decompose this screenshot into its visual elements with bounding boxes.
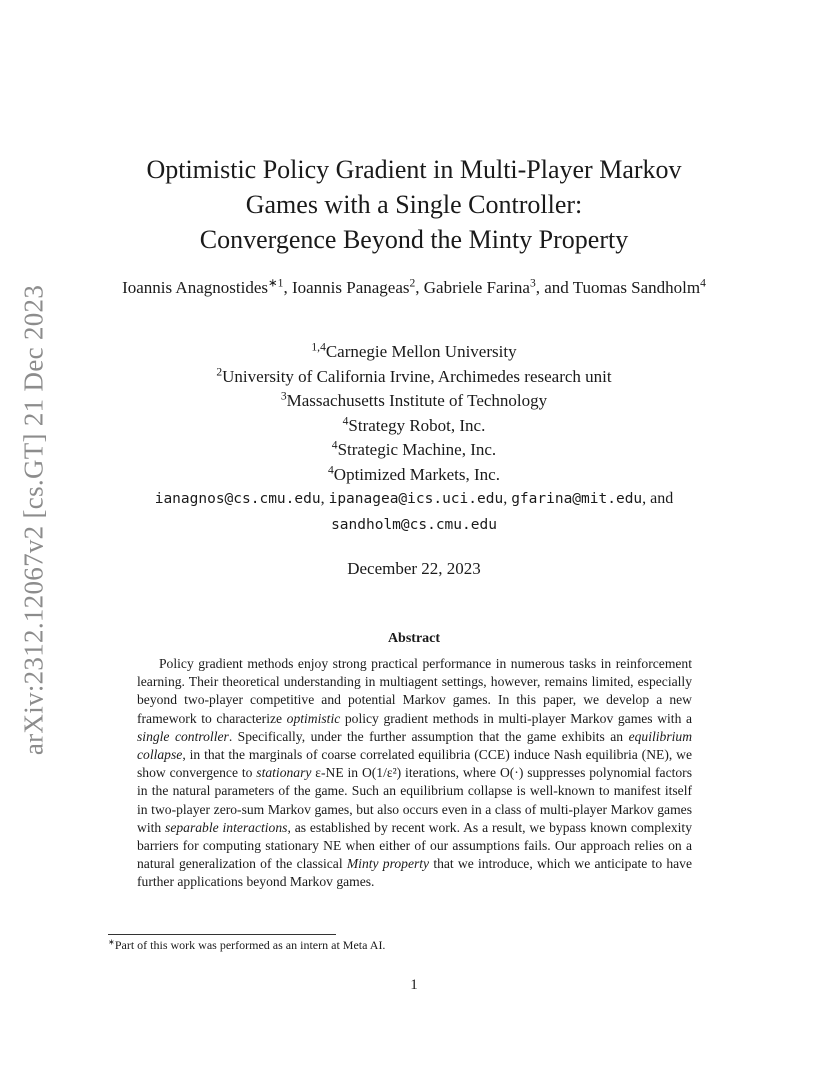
affiliation [100,438,728,463]
author-mark: 3 [529,276,536,290]
abstract-emphasis: Minty property [346,856,430,872]
abstract-paragraph [137,655,692,892]
email-link[interactable]: ianagnos@cs.cmu.edu [154,491,321,507]
footnote-divider [108,934,336,935]
author-name: Tuomas Sandholm [572,278,701,297]
paper-title [100,152,728,257]
affiliation [100,463,728,488]
email-link[interactable]: gfarina@mit.edu [511,491,643,507]
abstract-emphasis: separable interactions [165,819,288,835]
affiliation-name: Strategic Machine, Inc. [337,440,497,459]
affiliation-name: Optimized Markets, Inc. [333,464,500,484]
author-mark: 2 [409,276,416,290]
affiliation-mark: 1,4 [311,340,326,354]
affiliation-name: Massachusetts Institute of Technology [286,391,548,410]
abstract-heading: Abstract [387,631,441,646]
author-name: Gabriele Farina [423,278,530,297]
footnote [108,938,728,953]
title-line: Convergence Beyond the Minty Property [199,225,629,254]
abstract-body [137,655,692,892]
email-link[interactable]: ipanagea@ics.uci.edu [328,491,504,507]
abstract-text: , in that the marginals of coarse correlated equilibria (CCE) induce Nash equilibria (NE), we show convergence to [137,747,692,781]
conjunction: and [544,278,569,297]
author-emails: ianagnos@cs.cmu.edu, ipanagea@ics.uci.edu, gfarina@mit.edu, and sandholm@cs.cmu.edu [154,490,674,533]
affiliation-mark: 4 [342,414,349,428]
abstract-text: , as established by recent work. As a result, we bypass known complexity barriers for computing stationary NE when either of our assumptions fails. Our approach relies on a natural generalization of the classical [137,819,693,872]
affiliation [100,389,728,414]
abstract-emphasis: single controller [137,728,229,744]
footnote-text: Part of this work was performed as an intern at Meta AI. [114,938,386,952]
arxiv-identifier-stamp: arXiv:2312.12067v2 [cs.GT] 21 Dec 2023 [18,284,49,756]
affiliation-name: University of California Irvine, Archimedes research unit [222,366,612,386]
affiliation-mark: 2 [216,365,223,379]
author-name: Ioannis Panageas [291,278,410,297]
abstract-emphasis: equilibrium collapse [137,728,693,763]
author-mark: ∗1 [267,276,284,290]
page-number: 1 [410,977,418,993]
affiliation [100,365,728,390]
affiliation-list [100,340,728,487]
footnote-mark: ∗ [108,937,115,947]
author-list: Ioannis Anagnostides$^{∗1}$, Ioannis Panageas$^2$, Gabriele Farina$^3$, and Tuomas Sandholm$^4$ [122,276,706,297]
affiliation-mark: 4 [328,463,334,477]
affiliation [100,414,728,439]
affiliation-mark: 4 [331,438,338,452]
abstract-emphasis: optimistic [286,710,341,726]
author-mark: 4 [700,276,706,290]
abstract-emphasis: stationary [256,765,312,781]
affiliation-mark: 3 [280,389,287,403]
affiliation-name: Carnegie Mellon University [325,342,517,361]
affiliation-name: Strategy Robot, Inc. [348,415,486,435]
abstract-text: ε-NE in O(1/ε²) iterations, where O(·) suppresses polynomial factors in the natural parameters of the game. Such an equilibrium collapse is well-known to manifest itself in two-player zero-sum Markov games, but also occurs even in a class of multi-player Markov games with [137,765,692,835]
author-name: Ioannis Anagnostides [122,278,268,297]
abstract-text: Policy gradient methods enjoy strong practical performance in numerous tasks in reinforcement learning. Their theoretical understanding in multiagent settings, however, remains limited, especially beyond two-player competitive and potential Markov games. In this paper, we develop a new framework to characterize [137,656,692,726]
email-link[interactable]: sandholm@cs.cmu.edu [331,517,497,533]
publication-date: December 22, 2023 [347,559,481,578]
abstract-text: . Specifically, under the further assumption that the game exhibits an [228,728,629,744]
abstract-text: policy gradient methods in multi-player Markov games with a [340,710,692,726]
abstract-text: that we introduce, which we anticipate to have further applications beyond Markov games. [137,856,693,890]
title-line: Optimistic Policy Gradient in Multi-Player Markov [146,155,682,184]
affiliation [100,340,728,365]
title-line: Games with a Single Controller: [245,190,583,219]
conjunction: and [650,490,674,507]
